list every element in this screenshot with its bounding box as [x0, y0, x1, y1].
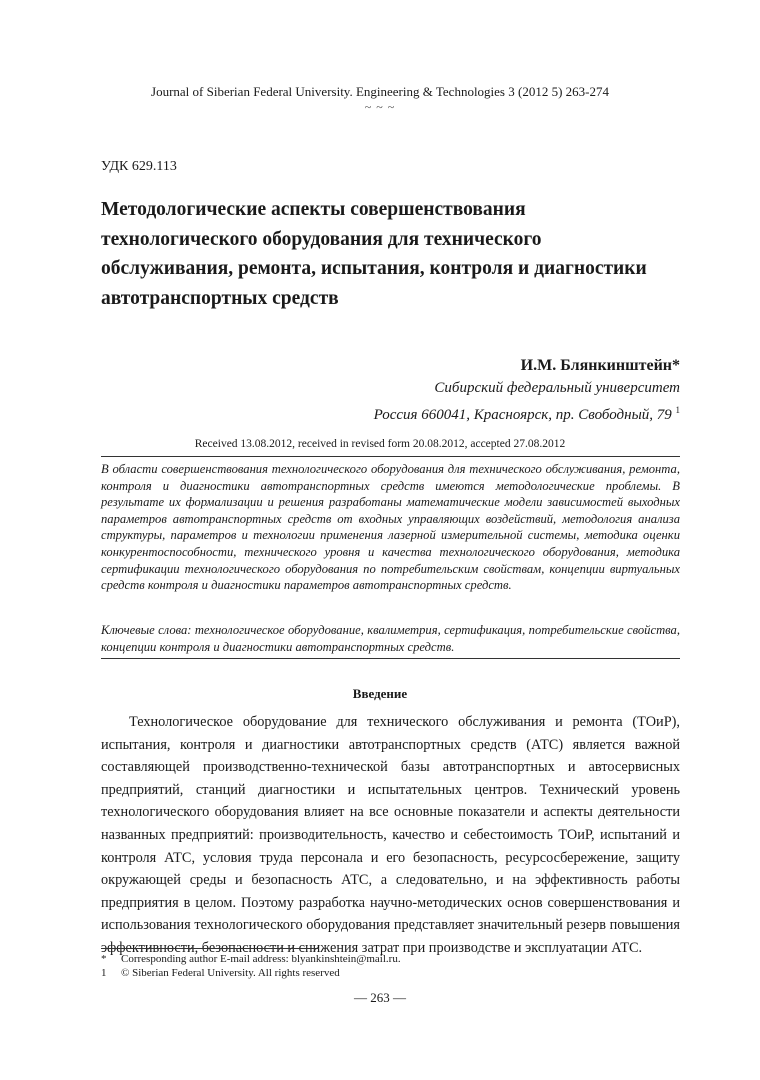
section-heading: Введение	[352, 686, 408, 701]
footnote-text: Corresponding author E-mail address: blyankinshtein@mail.ru.	[121, 953, 401, 965]
footnote-mark: 1	[101, 967, 107, 979]
abstract: В области совершенствования технологического оборудования для технического обслуживания, ремонта, контроля и диагностики автотранспортных средств имеются методологические проблемы. В результате их формализации и решения разработаны математические модели зависимостей выходных параметров автотранспортных средств от входных управляющих воздействий, методология анализа структуры, параметров и технологии применения лазерной измерительной системы, методика оценки конкурентоспособности, технического уровня и качества технологического оборудования, методика сертификации технологического оборудования по потребительским свойствам, концепции виртуальных средств контроля и диагностики параметров автотранспортных средств.	[101, 462, 680, 593]
footnote-mark: *	[101, 953, 107, 965]
author-affiliation: Сибирский федеральный университет	[434, 380, 680, 396]
received-dates: Received 13.08.2012, received in revised form 20.08.2012, accepted 27.08.2012	[194, 438, 566, 450]
address-footnote-mark: 1	[675, 405, 680, 415]
udk-code: УДК 629.113	[101, 159, 177, 174]
footnote-rule	[101, 948, 319, 949]
abstract-top-rule	[101, 456, 680, 457]
intro-paragraph: Технологическое оборудование для технического обслуживания и ремонта (ТОиР), испытания, контроля и диагностики автотранспортных средств (АТС) является важной составляющей производственно-технической базы автотранспортных и автосервисных предприятий, станций диагностики и испытательных центров. Технический уровень технологического оборудования влияет на все основные показатели и аспекты деятельности названных предприятий: производительность, качество и себестоимость ТОиР, испытаний и контроля АТС, условия труда персонала и его безопасность, ресурсосбережение, защиту окружающей среды и безопасность АТС, а следовательно, и на эффективность работы предприятия в целом. Поэтому разработка научно-методических основ совершенствования и использования технологического оборудования представляет значительный резерв повышения эффективности, безопасности и снижения затрат при производстве и эксплуатации АТС.	[101, 714, 680, 956]
footnote-item	[101, 952, 401, 966]
abstract-bottom-rule	[101, 658, 680, 659]
author-name: И.М. Блянкинштейн*	[520, 357, 680, 374]
author-address: Россия 660041, Красноярск, пр. Свободный, 79	[373, 407, 672, 423]
header-ornament: ~ ~ ~	[364, 100, 396, 114]
keywords: Ключевые слова: технологическое оборудование, квалиметрия, сертификация, потребительские свойства, концепции контроля и диагностики автотранспортных средств.	[101, 623, 680, 654]
author-block	[374, 355, 680, 426]
footnote-item	[101, 966, 340, 980]
article-title: Методологические аспекты совершенствования технологического оборудования для технического обслуживания, ремонта, испытания, контроля и диагностики автотранспортных средств	[101, 199, 647, 309]
footnote-text: © Siberian Federal University. All rights reserved	[121, 967, 340, 979]
author-address-line	[374, 399, 680, 426]
page-number: — 263 —	[354, 990, 406, 1005]
journal-header: Journal of Siberian Federal University. Engineering & Technologies 3 (2012 5) 263-274	[151, 84, 609, 99]
